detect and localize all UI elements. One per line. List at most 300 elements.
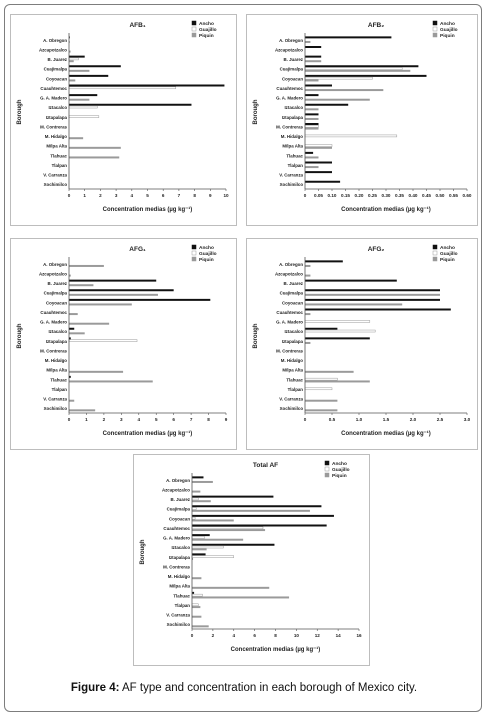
x-tick-label: 3 [120, 417, 123, 422]
chart-afg2-panel [246, 238, 478, 450]
legend-swatch-piquin [433, 257, 437, 261]
y-tick-label: Coyoacan [169, 516, 190, 522]
bar-piquin [305, 128, 319, 130]
bar-ancho [69, 94, 97, 96]
bar-guajillo [192, 546, 223, 548]
bar-guajillo [305, 320, 370, 322]
bar-piquin [69, 265, 104, 267]
bar-piquin [192, 616, 201, 618]
x-tick-label: 0.50 [435, 193, 445, 198]
bar-ancho [69, 280, 156, 282]
x-tick-label: 0.5 [328, 417, 336, 422]
bar-piquin [192, 500, 211, 502]
bar-piquin [69, 303, 132, 305]
legend-label-piquin: Piquin [440, 257, 455, 263]
y-tick-label: B. Juarez [283, 281, 303, 287]
y-tick-label: Milpa Alta [282, 367, 303, 373]
y-tick-label: Milpa Alta [46, 143, 67, 149]
legend-label-guajillo: Guajillo [440, 251, 458, 257]
bar-guajillo [305, 145, 332, 147]
x-tick-label: 0.20 [354, 193, 364, 198]
bar-piquin [305, 294, 440, 296]
legend-label-ancho: Ancho [440, 245, 455, 251]
bar-guajillo [192, 536, 205, 538]
legend-label-piquin: Piquin [332, 473, 347, 479]
bar-guajillo [192, 498, 198, 500]
y-tick-label: Iztacalco [284, 105, 303, 111]
bar-piquin [305, 313, 310, 315]
y-tick-label: Milpa Alta [46, 367, 67, 373]
y-tick-label: Cuajimalpa [166, 506, 190, 512]
x-tick-label: 10 [223, 193, 229, 198]
y-tick-label: Xochimilco [43, 182, 67, 188]
bar-piquin [192, 587, 269, 589]
legend-label-piquin: Piquin [199, 257, 214, 263]
x-tick-label: 2 [211, 633, 215, 638]
x-tick-label: 4 [232, 633, 236, 638]
y-tick-label: Xochimilco [166, 622, 190, 628]
bar-piquin [192, 606, 200, 608]
x-axis-label: Concentration medias (µg kg⁻¹) [102, 207, 193, 213]
figure-caption [0, 682, 488, 694]
y-axis-label: Borough [17, 323, 23, 349]
y-tick-label: Cuauhtemoc [40, 85, 67, 91]
bar-ancho [192, 525, 327, 527]
x-tick-label: 0.30 [381, 193, 391, 198]
bar-guajillo [305, 388, 332, 390]
y-tick-label: Iztapalapa [281, 114, 303, 120]
bar-piquin [305, 41, 310, 43]
x-tick-label: 1 [85, 417, 88, 422]
bar-ancho [305, 280, 397, 282]
legend-swatch-piquin [192, 257, 196, 261]
bar-ancho [69, 56, 85, 58]
bar-ancho [305, 94, 319, 96]
x-tick-label: 3 [114, 193, 118, 198]
bar-piquin [192, 481, 213, 483]
bar-ancho [192, 553, 206, 555]
legend-label-piquin: Piquin [199, 33, 214, 39]
bar-piquin [305, 400, 337, 402]
chart-afg1-panel [10, 238, 237, 450]
y-tick-label: V. Carranza [279, 396, 303, 402]
bar-guajillo [69, 106, 97, 108]
bar-guajillo [69, 116, 99, 118]
y-tick-label: Iztapalapa [168, 554, 190, 560]
y-tick-label: Azcapotzalco [274, 271, 303, 277]
y-tick-label: Coyoacan [282, 300, 303, 306]
chart-title: AFB₁ [129, 22, 146, 29]
bar-piquin [305, 147, 332, 149]
x-tick-label: 2.5 [436, 417, 444, 422]
bar-piquin [305, 89, 383, 91]
x-tick-label: 9 [209, 193, 212, 198]
y-tick-label: B. Juarez [283, 57, 303, 63]
legend-swatch-guajillo [325, 467, 329, 471]
bar-piquin [69, 70, 89, 72]
x-tick-label: 1 [83, 193, 86, 198]
chart-afb2-panel [246, 14, 478, 226]
bar-ancho [305, 104, 348, 106]
y-tick-label: Iztapalapa [281, 338, 303, 344]
bar-piquin [69, 400, 74, 402]
chart-title: Total AF [252, 462, 279, 469]
bar-ancho [192, 505, 321, 507]
bar-piquin [305, 303, 402, 305]
bar-ancho [192, 476, 203, 478]
bar-ancho [69, 289, 174, 291]
y-tick-label: Milpa Alta [169, 583, 190, 589]
x-tick-label: 2.0 [409, 417, 417, 422]
x-tick-label: 0 [303, 193, 307, 198]
x-tick-label: 8 [274, 633, 277, 638]
y-axis-label: Borough [17, 99, 23, 125]
y-tick-label: M. Contreras [40, 348, 67, 354]
x-tick-label: 0 [303, 417, 307, 422]
x-tick-label: 8 [207, 417, 210, 422]
bar-ancho [192, 534, 210, 536]
chart-total-af [134, 455, 371, 667]
bar-piquin [192, 625, 209, 627]
bar-piquin [305, 156, 319, 158]
y-tick-label: V. Carranza [43, 396, 67, 402]
bar-guajillo [69, 87, 176, 89]
bar-piquin [69, 284, 93, 286]
bar-piquin [305, 275, 310, 277]
x-tick-label: 6 [172, 417, 175, 422]
bar-piquin [192, 548, 207, 550]
x-tick-label: 5 [154, 417, 158, 422]
bar-guajillo [69, 340, 137, 342]
legend-swatch-guajillo [192, 251, 196, 255]
bar-ancho [192, 515, 334, 517]
bar-piquin [192, 519, 234, 521]
x-axis-label: Concentration medias (µg kg⁻¹) [230, 647, 321, 653]
y-tick-label: Cuauhtemoc [276, 309, 303, 315]
y-tick-label: M. Hidalgo [280, 134, 303, 140]
chart-afb1-panel [10, 14, 237, 226]
y-tick-label: V. Carranza [279, 172, 303, 178]
bar-piquin [69, 79, 75, 81]
bar-piquin [192, 510, 310, 512]
y-tick-label: Iztapalapa [45, 114, 67, 120]
bar-ancho [305, 309, 451, 311]
y-tick-label: Azcapotzalco [38, 47, 67, 53]
bar-ancho [69, 328, 74, 330]
chart-afb2 [247, 15, 479, 227]
bar-piquin [192, 596, 289, 598]
bar-piquin [69, 294, 158, 296]
chart-afg2 [247, 239, 479, 451]
y-tick-label: Xochimilco [279, 406, 303, 412]
legend-label-guajillo: Guajillo [332, 467, 350, 473]
bar-guajillo [305, 77, 373, 79]
legend-swatch-guajillo [433, 27, 437, 31]
chart-total-af-panel [133, 454, 370, 666]
x-axis-label: Concentration medias (µg kg⁻¹) [341, 207, 431, 213]
chart-title: AFG₁ [129, 246, 146, 253]
bar-ancho [69, 75, 108, 77]
chart-afg1 [11, 239, 238, 451]
bar-piquin [69, 137, 83, 139]
bar-guajillo [305, 330, 375, 332]
bar-guajillo [192, 508, 196, 510]
y-tick-label: Iztacalco [48, 105, 67, 111]
bar-ancho [305, 181, 340, 183]
x-tick-label: 6 [253, 633, 256, 638]
y-tick-label: Milpa Alta [282, 143, 303, 149]
bar-ancho [305, 113, 319, 115]
bar-ancho [305, 162, 332, 164]
y-axis-label: Borough [253, 323, 259, 349]
legend-swatch-piquin [325, 473, 329, 477]
y-tick-label: Xochimilco [279, 182, 303, 188]
y-tick-label: Cuauhtemoc [276, 85, 303, 91]
bar-ancho [305, 46, 321, 48]
bar-ancho [305, 123, 319, 125]
x-tick-label: 12 [314, 633, 320, 638]
caption-prefix: Figure 4: [70, 682, 120, 694]
y-tick-label: B. Juarez [47, 57, 67, 63]
x-tick-label: 0.10 [327, 193, 337, 198]
y-tick-label: M. Contreras [163, 564, 190, 570]
bar-guajillo [305, 135, 397, 137]
bar-piquin [305, 409, 337, 411]
y-tick-label: Azcapotzalco [161, 487, 190, 493]
y-tick-label: Iztacalco [284, 329, 303, 335]
bar-ancho [69, 299, 210, 301]
bar-piquin [305, 118, 319, 120]
y-tick-label: Iztapalapa [45, 338, 67, 344]
y-tick-label: G. A. Madero [163, 535, 190, 541]
x-tick-label: 0.35 [395, 193, 404, 198]
x-tick-label: 4 [137, 417, 141, 422]
bar-ancho [305, 85, 332, 87]
legend-label-ancho: Ancho [199, 21, 214, 27]
bar-ancho [305, 289, 440, 291]
y-tick-label: Cuauhtemoc [40, 309, 67, 315]
y-tick-label: Tlahuac [286, 153, 303, 159]
x-axis-label: Concentration medias (µg kg⁻¹) [341, 431, 431, 437]
x-axis-label: Concentration medias (µg kg⁻¹) [102, 431, 193, 437]
bar-piquin [69, 323, 109, 325]
y-tick-label: M. Hidalgo [280, 358, 303, 364]
y-tick-label: Iztacalco [48, 329, 67, 335]
x-tick-label: 3.0 [463, 417, 471, 422]
bar-guajillo [192, 517, 195, 519]
y-tick-label: Coyoacan [46, 300, 67, 306]
y-tick-label: M. Contreras [276, 348, 303, 354]
bar-guajillo [305, 378, 337, 380]
x-tick-label: 2 [99, 193, 102, 198]
bar-piquin [305, 380, 370, 382]
bar-ancho [305, 299, 440, 301]
y-tick-label: G. A. Madero [40, 319, 67, 325]
bar-ancho [305, 56, 321, 58]
y-tick-label: G. A. Madero [40, 95, 67, 101]
y-tick-label: Xochimilco [43, 406, 67, 412]
y-axis-label: Borough [253, 99, 259, 125]
legend-swatch-piquin [433, 33, 437, 37]
legend-swatch-ancho [325, 461, 329, 465]
x-tick-label: 2 [102, 417, 106, 422]
legend-swatch-guajillo [192, 27, 196, 31]
bar-ancho [305, 75, 427, 77]
y-tick-label: Cuajimalpa [279, 66, 303, 72]
bar-piquin [69, 313, 78, 315]
bar-ancho [305, 65, 418, 67]
bar-piquin [192, 577, 201, 579]
legend-swatch-piquin [192, 33, 196, 37]
chart-title: AFG₂ [367, 246, 385, 253]
bar-guajillo [192, 527, 263, 529]
bar-piquin [305, 60, 321, 62]
x-tick-label: 6 [161, 193, 165, 198]
y-axis-label: Borough [140, 539, 146, 565]
bar-ancho [192, 496, 273, 498]
legend-label-guajillo: Guajillo [440, 27, 458, 33]
y-tick-label: Tlalpan [51, 386, 67, 392]
legend-label-piquin: Piquin [440, 33, 455, 39]
y-tick-label: Tlahuac [286, 377, 303, 383]
x-tick-label: 1.5 [382, 417, 390, 422]
y-tick-label: M. Contreras [40, 124, 67, 130]
x-tick-label: 0.05 [314, 193, 323, 198]
x-tick-label: 0.45 [422, 193, 431, 198]
legend-swatch-ancho [433, 245, 437, 249]
x-tick-label: 7 [177, 193, 181, 198]
x-tick-label: 0.55 [449, 193, 458, 198]
legend-swatch-guajillo [433, 251, 437, 255]
bar-piquin [69, 60, 74, 62]
y-tick-label: Cuajimalpa [43, 290, 67, 296]
chart-afb1 [11, 15, 238, 227]
bar-guajillo [192, 594, 202, 596]
x-tick-label: 7 [189, 417, 193, 422]
bar-piquin [192, 529, 265, 531]
y-tick-label: G. A. Madero [276, 319, 303, 325]
y-tick-label: A. Obregon [43, 261, 67, 267]
bar-guajillo [305, 68, 402, 70]
legend-swatch-ancho [192, 245, 196, 249]
bar-piquin [305, 108, 319, 110]
legend-swatch-ancho [433, 21, 437, 25]
bar-piquin [69, 156, 119, 158]
y-tick-label: Tlahuac [173, 593, 190, 599]
y-tick-label: A. Obregon [166, 477, 190, 483]
bar-piquin [69, 409, 95, 411]
x-tick-label: 8 [193, 193, 196, 198]
x-tick-label: 0 [67, 417, 71, 422]
x-tick-label: 0 [190, 633, 194, 638]
bar-piquin [69, 380, 153, 382]
x-tick-label: 1.0 [355, 417, 363, 422]
x-tick-label: 0.60 [462, 193, 472, 198]
bar-guajillo [69, 58, 78, 60]
y-tick-label: Coyoacan [46, 76, 67, 82]
x-tick-label: 14 [335, 633, 341, 638]
y-tick-label: Azcapotzalco [38, 271, 67, 277]
y-tick-label: Cuauhtemoc [163, 525, 190, 531]
bar-piquin [305, 70, 410, 72]
y-tick-label: Tlalpan [287, 386, 303, 392]
legend-label-ancho: Ancho [199, 245, 214, 251]
x-tick-label: 4 [130, 193, 134, 198]
x-tick-label: 5 [146, 193, 149, 198]
bar-piquin [305, 166, 319, 168]
bar-ancho [305, 328, 337, 330]
bar-piquin [305, 99, 370, 101]
bar-ancho [305, 171, 332, 173]
x-tick-label: 9 [224, 417, 228, 422]
bar-piquin [69, 332, 85, 334]
legend-swatch-ancho [192, 21, 196, 25]
y-tick-label: Tlalpan [174, 602, 190, 608]
bar-ancho [305, 337, 370, 339]
y-tick-label: Iztacalco [171, 545, 190, 551]
bar-piquin [305, 342, 310, 344]
y-tick-label: B. Juarez [170, 497, 190, 503]
y-tick-label: A. Obregon [279, 261, 303, 267]
bar-piquin [69, 99, 89, 101]
y-tick-label: Azcapotzalco [274, 47, 303, 53]
x-tick-label: 0.40 [408, 193, 418, 198]
bar-ancho [305, 152, 313, 154]
legend-label-ancho: Ancho [440, 21, 455, 27]
x-tick-label: 0.25 [368, 193, 377, 198]
bar-ancho [305, 36, 391, 38]
bar-ancho [305, 260, 343, 262]
x-tick-label: 0 [67, 193, 71, 198]
y-tick-label: Cuajimalpa [279, 290, 303, 296]
x-tick-label: 0.15 [341, 193, 350, 198]
y-tick-label: G. A. Madero [276, 95, 303, 101]
bar-piquin [305, 79, 319, 81]
x-tick-label: 16 [356, 633, 362, 638]
y-tick-label: M. Contreras [276, 124, 303, 130]
y-tick-label: M. Hidalgo [44, 134, 67, 140]
y-tick-label: Cuajimalpa [43, 66, 67, 72]
legend-label-ancho: Ancho [332, 461, 347, 467]
bar-ancho [69, 65, 121, 67]
y-tick-label: B. Juarez [47, 281, 67, 287]
legend-label-guajillo: Guajillo [199, 27, 217, 33]
y-tick-label: Tlalpan [287, 162, 303, 168]
y-tick-label: Tlahuac [50, 153, 67, 159]
bar-guajillo [192, 604, 198, 606]
y-tick-label: Tlalpan [51, 162, 67, 168]
bar-ancho [192, 544, 274, 546]
bar-piquin [69, 147, 121, 149]
y-tick-label: V. Carranza [43, 172, 67, 178]
caption-text: AF type and concentration in each borough of Mexico city. [119, 682, 418, 694]
y-tick-label: A. Obregon [279, 37, 303, 43]
bar-piquin [305, 371, 354, 373]
bar-piquin [192, 539, 243, 541]
x-tick-label: 10 [293, 633, 299, 638]
bar-piquin [69, 371, 123, 373]
bar-guajillo [305, 125, 319, 127]
y-tick-label: A. Obregon [43, 37, 67, 43]
bar-ancho [69, 104, 191, 106]
bar-piquin [305, 265, 310, 267]
y-tick-label: Coyoacan [282, 76, 303, 82]
y-tick-label: V. Carranza [166, 612, 190, 618]
bar-piquin [192, 491, 200, 493]
bar-ancho [69, 85, 224, 87]
y-tick-label: M. Hidalgo [44, 358, 67, 364]
chart-title: AFB₂ [367, 22, 385, 29]
